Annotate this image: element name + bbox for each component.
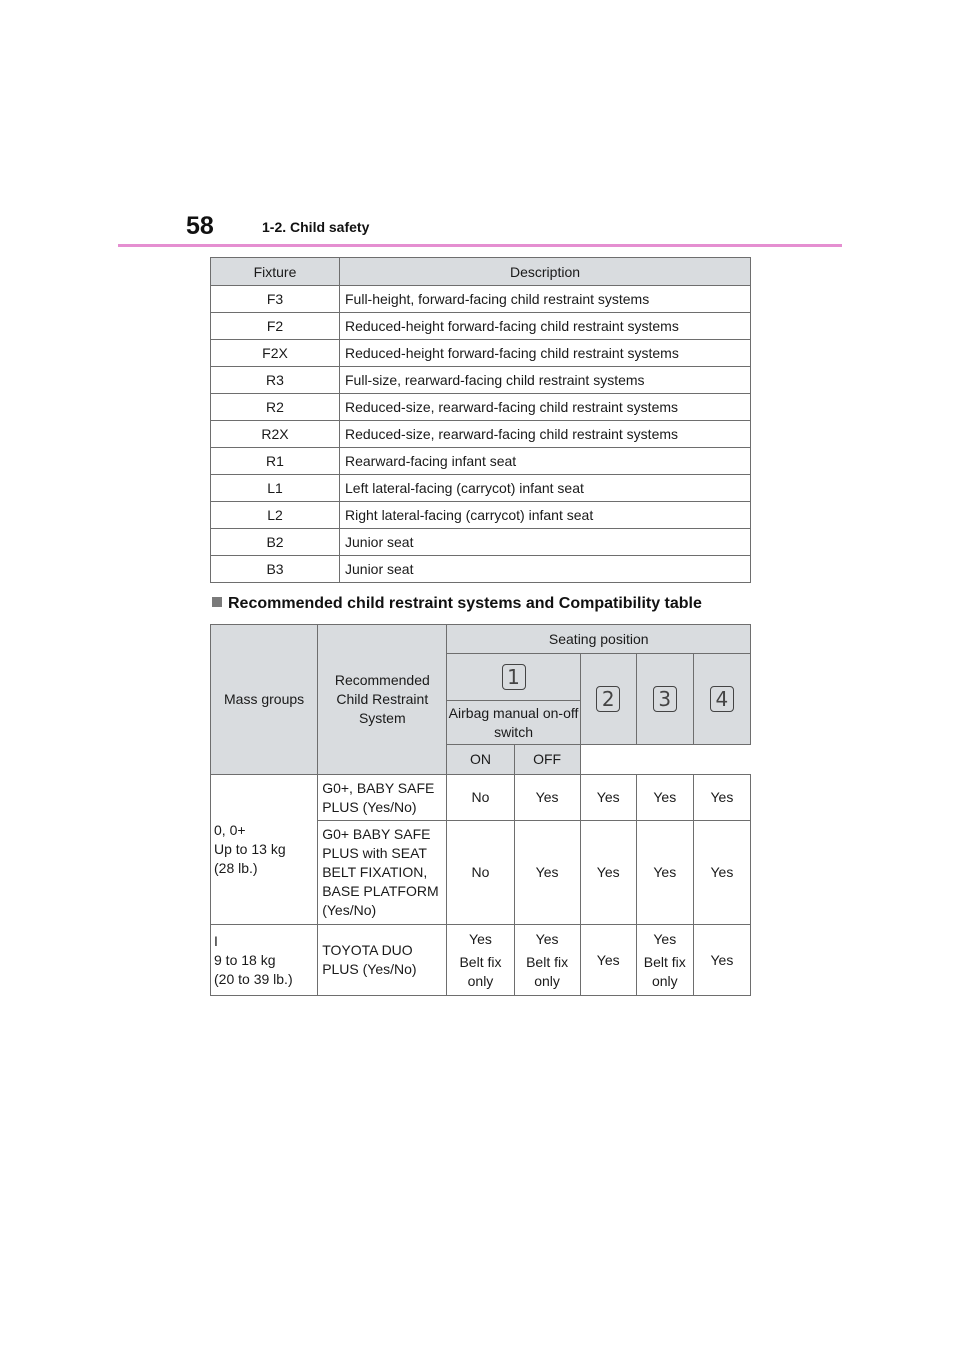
mass-group-line: (28 lb.) [214,860,258,876]
mass-group-cell [211,925,318,996]
table-row [211,448,751,475]
mass-group-line: (20 to 39 lb.) [214,970,293,987]
fixture-code: R2 [211,394,340,421]
seat-number-2-icon: 2 [596,686,620,712]
value-note: Belt fix only [526,953,569,989]
airbag-on-value [447,925,514,996]
table-row [211,502,751,529]
seat-3-value [636,925,693,996]
crs-cell [318,775,447,821]
fixture-description: Reduced-height forward-facing child restraint systems [340,313,751,340]
fixture-code: F2X [211,340,340,367]
fixture-description: Reduced-size, rearward-facing child restraint systems [340,421,751,448]
airbag-off-value: Yes [514,775,580,821]
crs-line: (Yes/No) [322,902,377,918]
description-column-header: Description [340,258,751,286]
crs-line: G0+, BABY SAFE [322,779,435,796]
fixture-description: Full-height, forward-facing child restraint systems [340,286,751,313]
fixture-code: F2 [211,313,340,340]
header-divider [118,244,842,247]
fixture-description: Reduced-size, rearward-facing child restraint systems [340,394,751,421]
crs-cell [318,821,447,925]
airbag-switch-header: Airbag manual on-off switch [447,701,580,745]
value-main: Yes [535,930,559,947]
fixture-code: B3 [211,556,340,583]
table-row [211,286,751,313]
fixture-code: R2X [211,421,340,448]
crs-line: PLUS with SEAT [322,845,427,861]
table-row [211,367,751,394]
table-row [211,394,751,421]
crs-line: PLUS (Yes/No) [322,961,417,977]
seat-2-value: Yes [580,775,636,821]
compatibility-heading [212,595,702,613]
page-number: 58 [186,212,214,240]
airbag-on-value: No [447,775,514,821]
fixture-table [210,257,751,583]
crs-line: G0+ BABY SAFE [322,826,431,842]
table-row [211,775,751,821]
fixture-description: Reduced-height forward-facing child restraint systems [340,340,751,367]
value-main: Yes [653,930,677,947]
value-note: Belt fix only [459,953,502,989]
seat-4-value: Yes [693,775,750,821]
seat-number-3-icon: 3 [653,686,677,712]
compatibility-heading-text: Recommended child restraint systems and Compatibility table [228,595,702,612]
fixture-code: L2 [211,502,340,529]
fixture-description: Right lateral-facing (carrycot) infant seat [340,502,751,529]
seat-3-value: Yes [636,775,693,821]
fixture-description: Full-size, rearward-facing child restraint systems [340,367,751,394]
mass-groups-header: Mass groups [211,625,318,775]
compatibility-table [210,624,751,996]
crs-line: BELT FIXATION, [322,864,428,880]
table-row [211,475,751,502]
airbag-off-header: OFF [514,745,580,775]
recommended-crs-header: Recommended Child Restraint System [318,625,447,775]
seat-2-header [580,654,636,745]
seat-3-header [636,654,693,745]
table-row [211,529,751,556]
table-row [211,313,751,340]
mass-group-line: 0, 0+ [214,822,246,838]
table-row [211,925,751,996]
fixture-description: Junior seat [340,556,751,583]
fixture-description: Junior seat [340,529,751,556]
crs-line: PLUS (Yes/No) [322,798,417,815]
fixture-description: Left lateral-facing (carrycot) infant seat [340,475,751,502]
mass-group-line: Up to 13 kg [214,841,286,857]
seat-3-value: Yes [636,821,693,925]
seat-2-value: Yes [580,925,636,996]
seat-number-1-icon: 1 [502,664,526,690]
airbag-on-value: No [447,821,514,925]
table-row [211,421,751,448]
seating-position-header: Seating position [447,625,751,654]
seat-4-value: Yes [693,821,750,925]
section-title: 1-2. Child safety [262,219,370,235]
crs-cell [318,925,447,996]
fixture-description: Rearward-facing infant seat [340,448,751,475]
mass-group-cell [211,775,318,925]
mass-group-line: I [214,932,218,949]
airbag-off-value: Yes [514,821,580,925]
seat-number-4-icon: 4 [710,686,734,712]
seat-4-value: Yes [693,925,750,996]
table-row [211,556,751,583]
fixture-code: R1 [211,448,340,475]
fixture-code: L1 [211,475,340,502]
seat-2-value: Yes [580,821,636,925]
crs-line: TOYOTA DUO [322,942,413,958]
table-row [211,340,751,367]
fixture-code: R3 [211,367,340,394]
crs-line: BASE PLATFORM [322,883,439,899]
airbag-off-value [514,925,580,996]
value-note: Belt fix only [643,953,686,989]
value-main: Yes [469,930,492,947]
airbag-on-header: ON [447,745,514,775]
fixture-column-header: Fixture [211,258,340,286]
fixture-code: B2 [211,529,340,556]
seat-4-header [693,654,750,745]
square-bullet-icon [212,597,222,607]
mass-group-line: 9 to 18 kg [214,951,276,968]
fixture-code: F3 [211,286,340,313]
seat-1-header [447,654,580,701]
